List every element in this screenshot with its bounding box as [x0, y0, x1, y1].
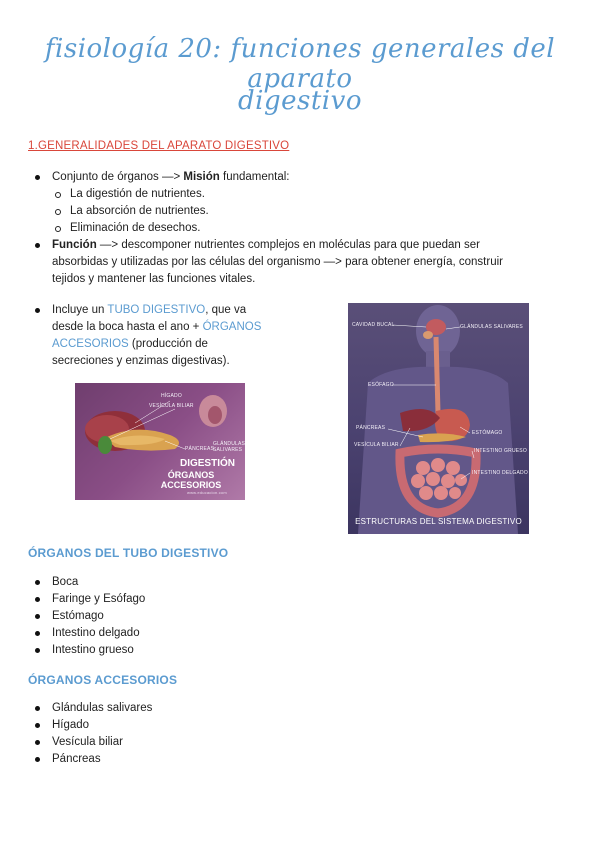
bullet-funcion-bold: Función	[52, 239, 97, 251]
label-pancreas-2: PÁNCREAS	[356, 425, 386, 431]
label-estomago: ESTÓMAGO	[472, 430, 503, 436]
list-item-boca: Boca	[52, 576, 79, 588]
section-heading-tubo-digestivo: ÓRGANOS DEL TUBO DIGESTIVO	[28, 546, 229, 560]
sub-item-absorcion: La absorción de nutrientes.	[70, 205, 209, 217]
bullet-mision-bold: Misión	[183, 171, 220, 183]
list-item-vesicula: Vesícula biliar	[52, 736, 123, 748]
bullet-mision-suffix: fundamental:	[219, 171, 290, 183]
label-vesicula-biliar: VESÍCULA BILIAR	[354, 442, 399, 448]
bullet-mision-prefix: Conjunto de órganos —>	[52, 171, 184, 183]
bullet-dot	[35, 648, 40, 653]
bullet-incluye	[52, 302, 302, 370]
sub-bullet-ring	[55, 209, 61, 215]
digestive-system-image	[348, 303, 529, 534]
caption-organos-accesorios: ÓRGANOS ACCESORIOS	[160, 470, 222, 490]
bullet-dot	[35, 631, 40, 636]
label-intestino-grueso: INTESTINO GRUESO	[474, 448, 527, 454]
bullet-dot	[35, 614, 40, 619]
incluye-l2a: desde la boca hasta el ano +	[52, 321, 203, 333]
page-title: fisiología 20: funciones generales del aparato	[44, 34, 556, 94]
label-cavidad-bucal: CAVIDAD BUCAL	[352, 322, 395, 328]
list-item-estomago: Estómago	[52, 610, 104, 622]
bullet-funcion	[52, 237, 572, 288]
image-footer: www.educacion.com	[187, 490, 227, 495]
bullet-dot	[35, 580, 40, 585]
list-item-higado: Hígado	[52, 719, 90, 731]
sub-bullet-ring	[55, 226, 61, 232]
section-heading-organos-accesorios: ÓRGANOS ACCESORIOS	[28, 673, 178, 687]
incluye-l4: secreciones y enzimas digestivas).	[52, 355, 230, 367]
label-glandulas: GLÁNDULAS SALIVARES	[213, 441, 245, 453]
label-esofago: ESÓFAGO	[368, 382, 394, 388]
label-intestino-delgado: INTESTINO DELGADO	[472, 470, 528, 476]
sub-bullet-ring	[55, 192, 61, 198]
bullet-dot	[35, 243, 40, 248]
page-title-line2: digestivo	[238, 86, 362, 116]
section-heading-generalidades: 1.GENERALIDADES DEL APARATO DIGESTIVO	[28, 140, 290, 152]
bullet-dot	[35, 308, 40, 313]
list-item-pancreas: Páncreas	[52, 753, 101, 765]
list-item-intestino-delgado: Intestino delgado	[52, 627, 140, 639]
incluye-l1a: Incluye un	[52, 304, 108, 316]
bullet-dot	[35, 757, 40, 762]
accessory-organs-image	[75, 383, 245, 500]
bullet-dot	[35, 597, 40, 602]
digestive-system-illustration	[348, 303, 529, 534]
sub-item-digestion: La digestión de nutrientes.	[70, 188, 205, 200]
bullet-dot	[35, 175, 40, 180]
list-item-faringe: Faringe y Esófago	[52, 593, 146, 605]
label-pancreas: PÁNCREAS	[185, 446, 215, 452]
bullet-funcion-line2: absorbidas y utilizadas por las células del organismo —> para obtener energía, construir	[52, 256, 503, 268]
label-higado: HÍGADO	[161, 393, 182, 399]
bullet-funcion-line1: —> descomponer nutrientes complejos en moléculas para que puedan ser	[96, 239, 480, 251]
bullet-dot	[35, 740, 40, 745]
organos-term: ÓRGANOS	[202, 321, 262, 333]
bullet-dot	[35, 706, 40, 711]
bullet-funcion-line3: tejidos y mantener las funciones vitales.	[52, 273, 256, 285]
incluye-l1c: , que va	[205, 304, 247, 316]
label-glandulas-salivares: GLÁNDULAS SALIVARES	[460, 324, 523, 330]
bullet-mision	[52, 169, 290, 186]
label-vesicula: VESÍCULA BILIAR	[149, 403, 194, 409]
bullet-dot	[35, 723, 40, 728]
accesorios-term: ACCESORIOS	[52, 338, 129, 350]
sub-item-eliminacion: Eliminación de desechos.	[70, 222, 201, 234]
caption-estructuras: ESTRUCTURAS DEL SISTEMA DIGESTIVO	[355, 517, 522, 526]
tubo-digestivo-term: TUBO DIGESTIVO	[107, 304, 206, 316]
list-item-intestino-grueso: Intestino grueso	[52, 644, 134, 656]
incluye-l3b: (producción de	[128, 338, 208, 350]
caption-digestion: DIGESTIÓN	[179, 458, 235, 469]
list-item-glandulas: Glándulas salivares	[52, 702, 153, 714]
